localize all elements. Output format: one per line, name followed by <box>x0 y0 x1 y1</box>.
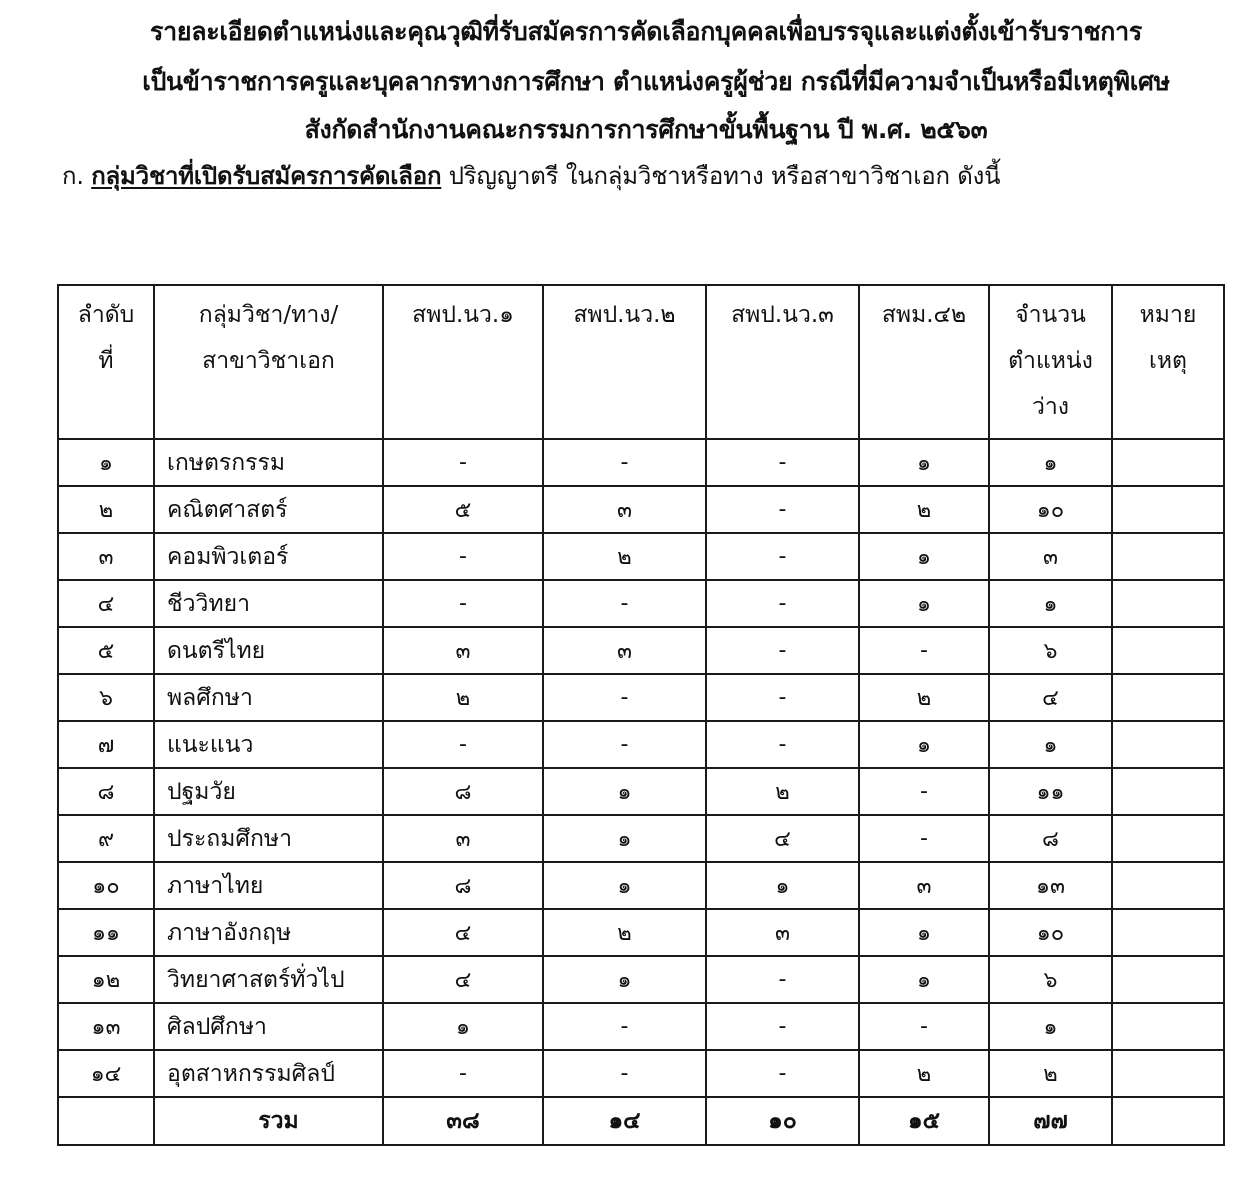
table-row <box>58 580 1224 627</box>
cell-area-2: - <box>543 580 706 627</box>
cell-total: ๖ <box>989 627 1112 674</box>
cell-area-3: - <box>706 1003 859 1050</box>
header-remark <box>1112 285 1224 439</box>
cell-area-3: - <box>706 580 859 627</box>
table-row <box>58 627 1224 674</box>
table-total-row <box>58 1097 1224 1145</box>
cell-order: ๘ <box>58 768 154 815</box>
total-area-2: ๑๔ <box>543 1097 706 1145</box>
cell-area-2: ๒ <box>543 909 706 956</box>
cell-area-1: - <box>383 439 543 486</box>
cell-total: ๑๓ <box>989 862 1112 909</box>
cell-order: ๓ <box>58 533 154 580</box>
cell-area-4: - <box>859 815 989 862</box>
document-title-line-2: เป็นข้าราชการครูและบุคลากรทางการศึกษา ตำแหน่งครูผู้ช่วย กรณีที่มีความจำเป็นหรือมีเหตุพิเศษ <box>142 67 1170 96</box>
cell-area-4: ๑ <box>859 533 989 580</box>
cell-area-1: ๓ <box>383 627 543 674</box>
header-area-2: สพป.นว.๒ <box>543 285 706 439</box>
cell-area-1: ๑ <box>383 1003 543 1050</box>
total-sum: ๗๗ <box>989 1097 1112 1145</box>
cell-area-4: ๒ <box>859 674 989 721</box>
table-row <box>58 439 1224 486</box>
cell-total: ๑ <box>989 721 1112 768</box>
cell-subject: แนะแนว <box>154 721 383 768</box>
cell-area-3: ๒ <box>706 768 859 815</box>
cell-subject: ประถมศึกษา <box>154 815 383 862</box>
cell-area-3: - <box>706 1050 859 1097</box>
cell-area-1: ๔ <box>383 956 543 1003</box>
total-label: รวม <box>154 1097 383 1145</box>
header-total <box>989 285 1112 439</box>
header-area-1: สพป.นว.๑ <box>383 285 543 439</box>
cell-subject: ศิลปศึกษา <box>154 1003 383 1050</box>
cell-area-1: - <box>383 1050 543 1097</box>
cell-remark <box>1112 909 1224 956</box>
cell-area-4: ๑ <box>859 439 989 486</box>
cell-subject: เกษตรกรรม <box>154 439 383 486</box>
table-row <box>58 533 1224 580</box>
cell-order: ๒ <box>58 486 154 533</box>
table-row <box>58 1003 1224 1050</box>
cell-total: ๒ <box>989 1050 1112 1097</box>
table-row <box>58 721 1224 768</box>
cell-area-1: ๔ <box>383 909 543 956</box>
cell-subject: คณิตศาสตร์ <box>154 486 383 533</box>
cell-area-4: ๑ <box>859 909 989 956</box>
cell-remark <box>1112 439 1224 486</box>
header-subject <box>154 285 383 439</box>
cell-total: ๑๑ <box>989 768 1112 815</box>
table-row <box>58 674 1224 721</box>
cell-area-4: ๑ <box>859 580 989 627</box>
cell-area-2: - <box>543 674 706 721</box>
cell-area-1: ๓ <box>383 815 543 862</box>
cell-area-3: - <box>706 486 859 533</box>
cell-area-4: - <box>859 768 989 815</box>
header-remark-line-2: เหตุ <box>1149 348 1187 374</box>
document-title-line-1: รายละเอียดตำแหน่งและคุณวุฒิที่รับสมัครการคัดเลือกบุคคลเพื่อบรรจุและแต่งตั้งเข้ารับราชการ <box>150 17 1142 46</box>
cell-subject: พลศึกษา <box>154 674 383 721</box>
cell-subject: ชีววิทยา <box>154 580 383 627</box>
cell-area-1: ๕ <box>383 486 543 533</box>
cell-area-2: ๒ <box>543 533 706 580</box>
cell-area-3: ๑ <box>706 862 859 909</box>
cell-remark <box>1112 815 1224 862</box>
cell-area-4: ๑ <box>859 721 989 768</box>
table-row <box>58 1050 1224 1097</box>
cell-order: ๙ <box>58 815 154 862</box>
cell-total: ๑ <box>989 580 1112 627</box>
cell-area-2: ๑ <box>543 768 706 815</box>
cell-total: ๑๐ <box>989 909 1112 956</box>
header-order-line-1: ลำดับ <box>77 302 135 328</box>
cell-order: ๖ <box>58 674 154 721</box>
cell-area-2: - <box>543 439 706 486</box>
cell-order: ๕ <box>58 627 154 674</box>
table-row <box>58 486 1224 533</box>
cell-area-1: ๘ <box>383 862 543 909</box>
cell-area-3: ๔ <box>706 815 859 862</box>
table-row <box>58 909 1224 956</box>
cell-remark <box>1112 627 1224 674</box>
cell-area-2: ๓ <box>543 627 706 674</box>
cell-total: ๑ <box>989 439 1112 486</box>
cell-subject: ปฐมวัย <box>154 768 383 815</box>
cell-subject: คอมพิวเตอร์ <box>154 533 383 580</box>
cell-order: ๗ <box>58 721 154 768</box>
cell-order: ๑๑ <box>58 909 154 956</box>
cell-area-3: - <box>706 627 859 674</box>
cell-subject: ดนตรีไทย <box>154 627 383 674</box>
cell-total: ๔ <box>989 674 1112 721</box>
cell-total: ๑๐ <box>989 486 1112 533</box>
cell-area-2: ๑ <box>543 956 706 1003</box>
header-order-line-2: ที่ <box>98 348 114 374</box>
header-area-4: สพม.๔๒ <box>859 285 989 439</box>
cell-area-4: ๒ <box>859 486 989 533</box>
cell-order: ๑ <box>58 439 154 486</box>
total-area-4: ๑๕ <box>859 1097 989 1145</box>
cell-area-1: ๒ <box>383 674 543 721</box>
cell-remark <box>1112 862 1224 909</box>
table-row <box>58 815 1224 862</box>
cell-area-2: ๑ <box>543 862 706 909</box>
cell-subject: ภาษาไทย <box>154 862 383 909</box>
cell-remark <box>1112 1003 1224 1050</box>
section-heading <box>62 156 1000 195</box>
total-remark <box>1112 1097 1224 1145</box>
header-subject-line-1: กลุ่มวิชา/ทาง/ <box>198 302 339 328</box>
cell-area-1: - <box>383 721 543 768</box>
cell-area-3: - <box>706 956 859 1003</box>
header-total-line-3: ว่าง <box>1031 394 1070 420</box>
cell-area-2: - <box>543 721 706 768</box>
header-remark-line-1: หมาย <box>1139 302 1197 328</box>
header-total-line-1: จำนวน <box>1015 302 1086 328</box>
cell-area-3: - <box>706 721 859 768</box>
cell-remark <box>1112 1050 1224 1097</box>
cell-remark <box>1112 486 1224 533</box>
vacancy-table <box>57 284 1225 1146</box>
cell-area-2: ๓ <box>543 486 706 533</box>
cell-order: ๑๐ <box>58 862 154 909</box>
cell-area-1: ๘ <box>383 768 543 815</box>
header-total-line-2: ตำแหน่ง <box>1008 348 1093 374</box>
header-subject-line-2: สาขาวิชาเอก <box>202 348 335 374</box>
cell-total: ๖ <box>989 956 1112 1003</box>
cell-total: ๑ <box>989 1003 1112 1050</box>
cell-area-3: - <box>706 674 859 721</box>
cell-area-4: - <box>859 1003 989 1050</box>
cell-total: ๓ <box>989 533 1112 580</box>
section-heading-underlined: กลุ่มวิชาที่เปิดรับสมัครการคัดเลือก <box>91 162 442 190</box>
cell-area-2: ๑ <box>543 815 706 862</box>
cell-subject: วิทยาศาสตร์ทั่วไป <box>154 956 383 1003</box>
header-order <box>58 285 154 439</box>
table-body <box>58 439 1224 1097</box>
cell-area-4: ๓ <box>859 862 989 909</box>
header-area-3: สพป.นว.๓ <box>706 285 859 439</box>
cell-subject: อุตสาหกรรมศิลป์ <box>154 1050 383 1097</box>
cell-area-3: - <box>706 533 859 580</box>
total-area-3: ๑๐ <box>706 1097 859 1145</box>
table-row <box>58 956 1224 1003</box>
cell-order: ๔ <box>58 580 154 627</box>
cell-remark <box>1112 768 1224 815</box>
table-row <box>58 862 1224 909</box>
table-header-row <box>58 285 1224 439</box>
cell-area-2: - <box>543 1003 706 1050</box>
cell-total: ๘ <box>989 815 1112 862</box>
cell-area-1: - <box>383 580 543 627</box>
cell-area-3: - <box>706 439 859 486</box>
cell-order: ๑๔ <box>58 1050 154 1097</box>
cell-area-2: - <box>543 1050 706 1097</box>
table-row <box>58 768 1224 815</box>
section-heading-rest: ปริญญาตรี ในกลุ่มวิชาหรือทาง หรือสาขาวิชาเอก ดังนี้ <box>441 162 1001 190</box>
total-empty-cell <box>58 1097 154 1145</box>
cell-area-4: ๑ <box>859 956 989 1003</box>
cell-remark <box>1112 674 1224 721</box>
cell-area-1: - <box>383 533 543 580</box>
cell-order: ๑๓ <box>58 1003 154 1050</box>
document-title-line-3: สังกัดสำนักงานคณะกรรมการการศึกษาขั้นพื้นฐาน ปี พ.ศ. ๒๕๖๓ <box>304 115 988 144</box>
cell-order: ๑๒ <box>58 956 154 1003</box>
cell-remark <box>1112 956 1224 1003</box>
cell-remark <box>1112 721 1224 768</box>
section-prefix: ก. <box>62 162 92 190</box>
cell-subject: ภาษาอังกฤษ <box>154 909 383 956</box>
cell-area-4: ๒ <box>859 1050 989 1097</box>
cell-area-4: - <box>859 627 989 674</box>
cell-remark <box>1112 533 1224 580</box>
cell-area-3: ๓ <box>706 909 859 956</box>
total-area-1: ๓๘ <box>383 1097 543 1145</box>
cell-remark <box>1112 580 1224 627</box>
